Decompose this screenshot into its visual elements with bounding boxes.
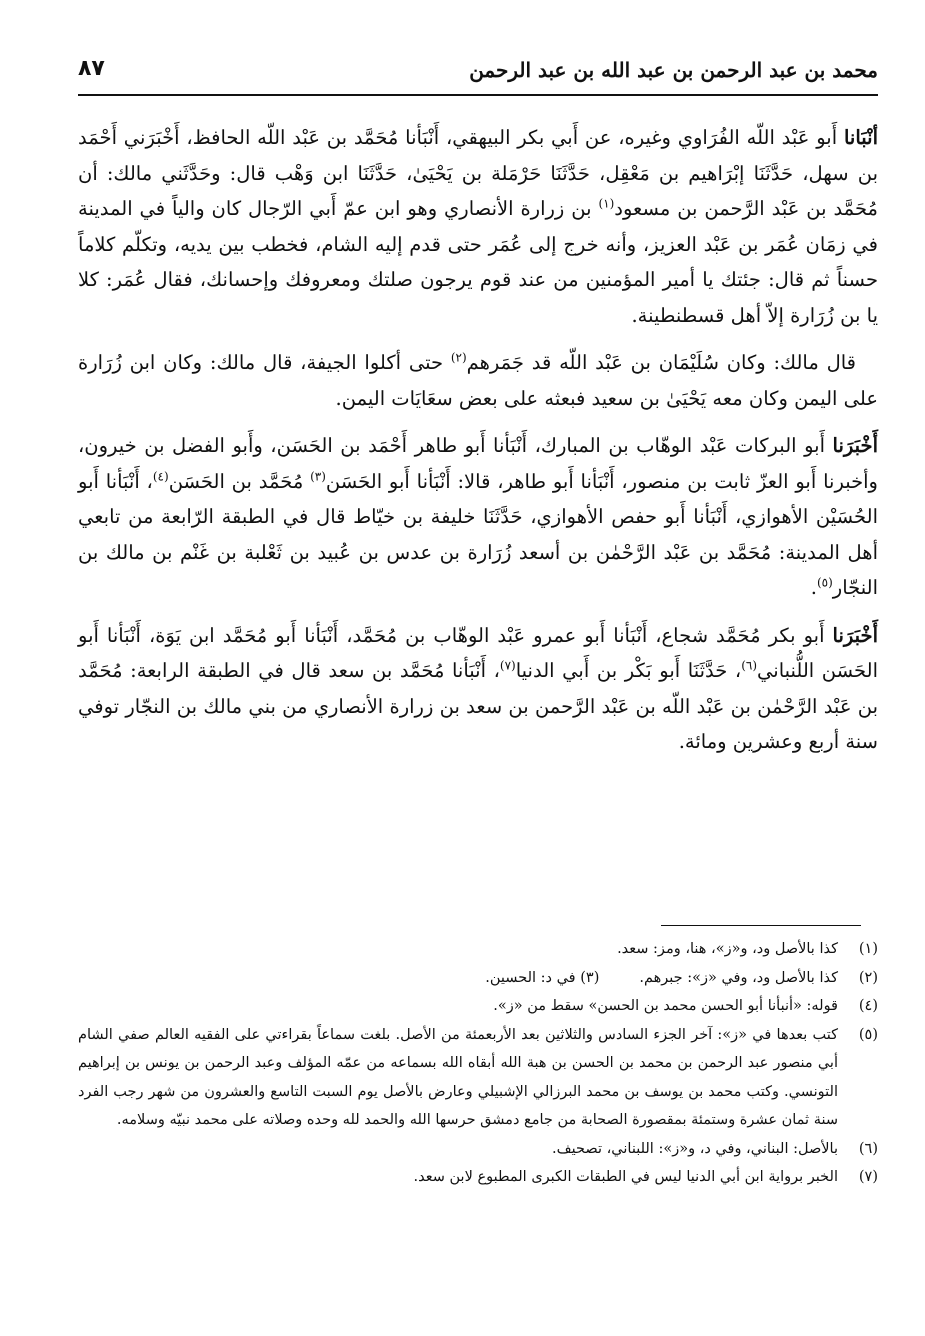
footnote-text: بالأصل: البناني، وفي د، و«ز»: اللبناني، تصحيف.	[552, 1140, 838, 1157]
paragraph-1	[78, 120, 878, 333]
paragraph-2	[78, 345, 878, 416]
footnote-number: (٦)	[858, 1140, 878, 1157]
footnote-text: الخبر برواية ابن أبي الدنيا ليس في الطبقات الكبرى المطبوع لابن سعد.	[413, 1169, 838, 1185]
main-text	[78, 120, 878, 772]
page-number: ٨٧	[78, 56, 105, 81]
footnote-text: كذا بالأصل ود، و«ز»، هنا، ومز: سعد.	[617, 941, 838, 957]
footnote-number: (٣)	[580, 969, 600, 986]
footnote-1	[78, 935, 878, 964]
paragraph-3	[78, 428, 878, 606]
paragraph-text: .	[810, 576, 817, 599]
footnote-text: في د: الحسين.	[485, 969, 576, 986]
paragraph-lead: أنْبَانا	[843, 126, 878, 149]
paragraph-lead: أَخْبَرَنا	[832, 623, 878, 647]
footnote-number: (٤)	[858, 998, 878, 1014]
paragraph-text: قال مالك: وكان سُلَيْمَان بن عَبْد اللّه قد جَمَرهم	[466, 351, 857, 374]
paragraph-lead: أَخْبَرَنا	[832, 434, 878, 457]
running-header	[78, 52, 878, 92]
paragraph-text: حتى أكلوا الجيفة، قال مالك: وكان ابن زُرَارة على اليمن وكان معه يَحْيَىٰ بن سعيد فبعثه على بعض سعَايَات اليمن.	[78, 351, 878, 410]
paragraph-4	[78, 618, 878, 760]
paragraph-text: ، أَنْبَأنا مُحَمَّد بن سعد قال في الطبقة الرابعة: مُحَمَّد بن عَبْد الرَّحْمٰن بن عَبْد اللّه بن عَبْد الرَّحمن بن سعد بن زرارة الأنصاري من بني مالك بن النجّار توفي سنة أربع وعشرين ومائة.	[78, 659, 878, 753]
footnote-ref[interactable]: (٤)	[152, 469, 169, 483]
footnote-ref[interactable]: (٥)	[816, 575, 833, 590]
footnote-2-3	[78, 964, 878, 993]
paragraph-text: أَبو البركات عَبْد الوهّاب بن المبارك، أَنْبَأنا أَبو طاهر أَحْمَد بن الحَسَن، وأَبو الفضل بن خيرون، وأخبرنا أَبو العزّ ثابت بن منصور، أَنْبَأنا أَبو طاهر، قالا: أَنْبَأنا أَبو الحَسَن	[78, 434, 878, 493]
footnote-text: قوله: «أنبأنا أبو الحسن محمد بن الحسن» سقط من «ز».	[493, 998, 838, 1014]
paragraph-text: مُحَمَّد بن الحَسَن	[168, 469, 311, 493]
footnote-separator	[661, 925, 861, 926]
paragraph-text: أَبو بكر مُحَمَّد شجاع، أَنْبَأنا أَبو عمرو عَبْد الوهّاب بن مُحَمَّد، أَنْبَأنا أَبو مُحَمَّد ابن يَوَة، أَنْبَأنا أَبو الحَسَن اللُّنباني	[78, 623, 878, 682]
footnote-text: كتب بعدها في «ز»: آخر الجزء السادس والثلاثين بعد الأربعمئة من الأصل. بلغت سماعاً بقراءتي على الفقيه العالم صفي الشام أبي منصور عبد الرحمن بن محمد بن الحسن بن هبة الله أبقاه الله بسماعه من عمّه المؤلف وعبد الرحمن بن يونس بن إبراهيم التونسي. وكتب محمد بن يوسف بن محمد البرزالي الإشبيلي وعارض بالأصل يوم السبت التاسع والعشرون من شهر رجب الفرد سنة ثمان عشرة وستمئة بمقصورة الصحابة من جامع دمشق حرسها الله والحمد لله وحده وصلاته على محمد نبيّه وسلامه.	[78, 1026, 838, 1128]
paragraph-text: أَبو عَبْد اللّه الفُرَاوي وغيره، عن أَبي بكر البيهقي، أَنْبَأنا مُحَمَّد بن عَبْد اللّه الحافظ، أَخْبَرَني أَحْمَد بن سهل، حَدَّثَنَا إبْرَاهيم بن مَعْقِل، حَدَّثَنَا حَرْمَلة بن يَحْيَىٰ، حَدَّثَنَا ابن وَهْب قال: وحَدَّثَني مالك: أن مُحَمَّد بن عَبْد الرَّحمن بن مسعود	[78, 126, 878, 220]
footnote-7	[78, 1163, 878, 1192]
footnotes	[78, 935, 878, 1192]
footnote-number: (١)	[858, 941, 878, 957]
footnote-ref[interactable]: (١)	[598, 196, 615, 211]
footnote-6	[78, 1135, 878, 1164]
footnote-4	[78, 992, 878, 1021]
footnote-text: كذا بالأصل ود، وفي «ز»: جبرهم.	[639, 969, 838, 986]
paragraph-text: ، أَنْبَأنا أَبو الحُسَيْن الأهوازي، أَنْبَأنا أَبو حفص الأهوازي، حَدَّثَنَا خليفة بن خيّاط قال في الطبقة الرّابعة من تابعي أهل المدينة: مُحَمَّد بن عَبْد الرَّحْمٰن بن أسعد زُرَارة بن عدس بن عُبيد بن ثَعْلبة بن غَنْم بن مالك بن النجّار	[78, 469, 878, 599]
footnote-number: (٧)	[858, 1169, 878, 1185]
header-title: محمد بن عبد الرحمن بن عبد الله بن عبد الرحمن	[469, 58, 878, 82]
paragraph-text: ، حَدَّثَنَا أَبو بَكْر بن أَبي الدنيا	[515, 659, 742, 682]
footnote-number: (٢)	[858, 969, 878, 986]
paragraph-text: بن زرارة الأنصاري وهو ابن عمّ أَبي الرّجال كان والياً في المدينة في زمَان عُمَر بن عَبْد العزيز، وأنه خرج إلى عُمَر حتى قدم إليه الشام، فخطب بين يديه، وتكلّم كلاماً حسناً ثم قال: جئتك يا أمير المؤمنين من عند قوم يرجون صلتك ومعروفك وإحسانك، فقال عُمَر: كلا يا بن زُرَارة إلاّ أهل قسطنطينة.	[78, 197, 878, 327]
footnote-ref[interactable]: (٦)	[741, 658, 758, 673]
footnote-5	[78, 1021, 878, 1135]
footnote-number: (٥)	[858, 1026, 878, 1043]
footnote-ref[interactable]: (٣)	[310, 469, 326, 483]
footnote-ref[interactable]: (٧)	[499, 658, 516, 673]
footnote-ref[interactable]: (٢)	[450, 350, 467, 365]
header-rule	[78, 94, 878, 96]
